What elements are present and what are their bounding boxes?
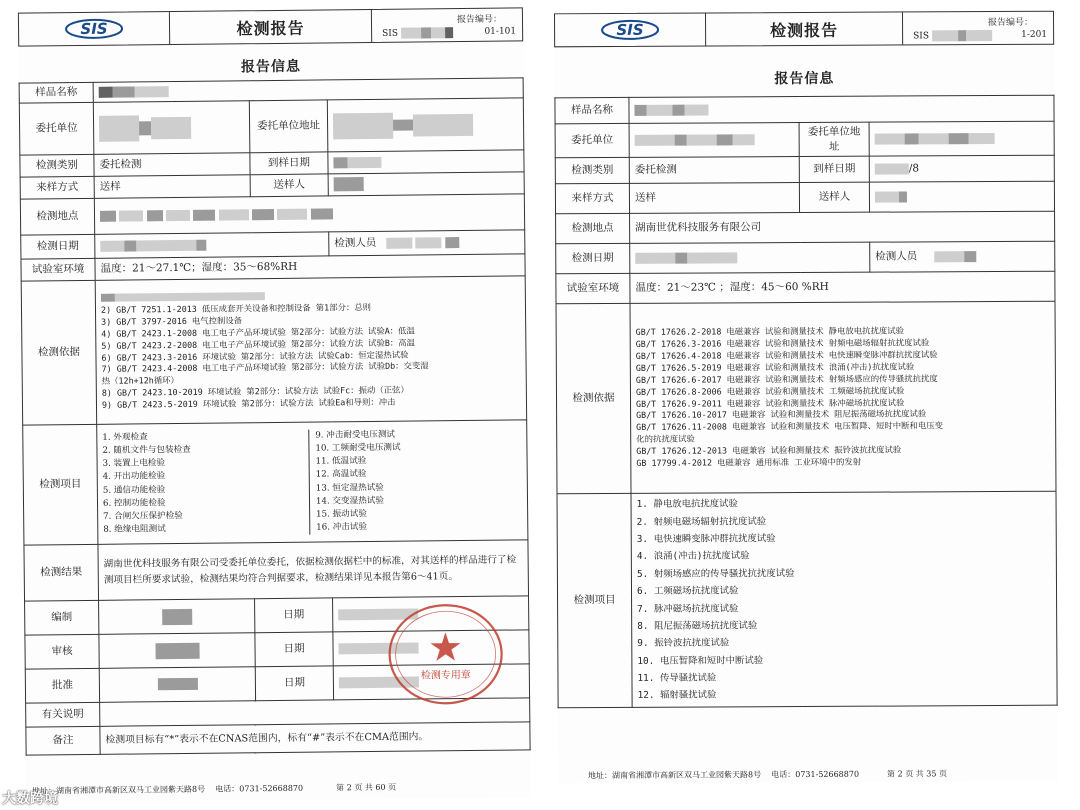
watermark: 大数跨境 — [2, 791, 58, 807]
report-number-label: 报告编号： — [988, 17, 1034, 29]
footer-phone: 电话：0731-52668870 — [771, 769, 860, 780]
label-sample-name: 样品名称 — [19, 82, 93, 103]
section-title: 报告信息 — [240, 58, 302, 76]
label-delivered-by: 送样人 — [250, 174, 328, 197]
standard-item: GB/T 17626.12-2013 电磁兼容 试验和测量技术 振铃波抗扰度试验 — [636, 444, 902, 457]
report-number — [903, 12, 1053, 45]
notes-text: 检测项目标有“*”表示不在CNAS范围内，标有“#”表示不在CMA范围内。 — [100, 722, 530, 755]
report-header — [18, 7, 523, 46]
label-client: 委托单位 — [19, 102, 94, 155]
label-lab-env: 试验室环境 — [21, 258, 95, 281]
logo-text: SIS — [80, 19, 108, 39]
item: 9. 冲击耐受电压测试 — [315, 429, 396, 441]
value-lab-env: 温度：21～27.1℃；湿度：35～68%RH — [95, 254, 525, 281]
item: 6. 工频磁场抗扰度试验 — [636, 585, 739, 597]
item: 5. 通信功能检验 — [102, 484, 166, 496]
report-number-prefix: SIS — [382, 28, 399, 39]
footer-page: 第 2 页 共 35 页 — [886, 769, 948, 779]
item: 9. 振铃波抗扰度试验 — [637, 637, 730, 650]
item: 11. 传导骚扰试验 — [637, 672, 717, 684]
item: 8. 绝缘电阻测试 — [103, 523, 166, 535]
item: 2. 随机文件与包装检查 — [102, 445, 191, 457]
standard-item: GB/T 17626.6-2017 电磁兼容 试验和测量技术 射频场感应的传导骚扰抗扰度 — [635, 372, 938, 385]
standard-item: 4) GB/T 2423.1-2008 电工电子产品环境试验 第2部分：试验方法 试验A：低温 — [101, 325, 415, 339]
item: 3. 装置上电检验 — [102, 458, 166, 470]
label-conclusion: 检测结果 — [24, 544, 99, 601]
label-date: 日期 — [255, 598, 333, 633]
label-test-date: 检测日期 — [556, 243, 630, 273]
label-basis: 检测依据 — [21, 280, 97, 425]
report-header — [554, 11, 1054, 48]
report-number-suffix: 01-101 — [484, 26, 517, 37]
label-date: 日期 — [255, 632, 333, 667]
logo-text: SIS — [616, 20, 644, 39]
standards-list — [630, 301, 1056, 493]
value-test-type: 委托检测 — [94, 153, 250, 177]
standard-item: GB/T 17626.10-2017 电磁兼容 试验和测量技术 阻尼振荡磁场抗扰度试验 — [636, 408, 927, 421]
label-prepared: 编制 — [25, 600, 99, 635]
report-number-prefix: SIS — [913, 31, 930, 42]
sis-logo — [555, 14, 706, 47]
label-delivery-method: 来样方式 — [20, 176, 94, 199]
report-number-label: 报告编号： — [456, 14, 503, 26]
label-client-address: 委托单位地址 — [799, 122, 869, 156]
section-title: 报告信息 — [774, 70, 835, 88]
item: 10. 电压暂降和短时中断试验 — [637, 654, 764, 667]
standard-item: GB/T 17626.11-2008 电磁兼容 试验和测量技术 电压暂降、短时中断和电压变 — [636, 420, 944, 433]
standard-item: 化的抗扰度试验 — [636, 433, 695, 445]
value-delivery-method: 送样 — [94, 175, 250, 199]
footer-address: 地址：湖南省湘潭市高新区双马工业园紫天路8号 — [587, 770, 762, 781]
standard-item: 6) GB/T 2423.3-2016 环境试验 第2部分：试验方法 试验Cab：恒定湿热试验 — [101, 349, 409, 363]
standard-item: GB 17799.4-2012 电磁兼容 通用标准 工业环境中的发射 — [636, 456, 862, 468]
item: 6. 控制功能检验 — [102, 497, 166, 509]
item: 11. 低温试验 — [315, 456, 367, 467]
item: 4. 开出功能检验 — [102, 471, 166, 483]
report-info-table — [554, 95, 1057, 709]
item: 12. 辐射骚扰试验 — [637, 689, 717, 702]
report-title: 检测报告 — [706, 12, 903, 45]
label-date: 日期 — [255, 666, 333, 701]
seal-text: 检测专用章 — [420, 669, 471, 682]
report-number-suffix: 1-201 — [1021, 29, 1048, 40]
item: 7. 合闸欠压保护检验 — [103, 510, 183, 522]
label-reviewed: 审核 — [25, 634, 99, 669]
label-test-type: 检测类别 — [555, 157, 629, 183]
label-test-date: 检测日期 — [21, 234, 95, 259]
value-test-location: 湖南世优科技服务有限公司 — [630, 211, 1055, 243]
report-number — [372, 8, 522, 42]
item: 2. 射频电磁场辐射抗扰度试验 — [636, 515, 767, 528]
standard-item: GB/T 17626.3-2016 电磁兼容 试验和测量技术 射频电磁场辐射抗扰度试验 — [635, 337, 930, 349]
label-items: 检测项目 — [23, 424, 98, 545]
standards-list — [95, 276, 526, 424]
footer-phone: 电话：0731-52668870 — [215, 783, 304, 794]
item: 8. 阻尼振荡磁场抗扰度试验 — [637, 620, 758, 632]
label-arrival-date: 到样日期 — [799, 156, 869, 182]
label-sample-name: 样品名称 — [555, 97, 629, 123]
standard-item: GB/T 17626.5-2019 电磁兼容 试验和测量技术 浪涌(冲击)抗扰度试验 — [635, 361, 915, 373]
standard-item: GB/T 17626.9-2011 电磁兼容 试验和测量技术 脉冲磁场抗扰度试验 — [636, 396, 905, 409]
report-page-left — [18, 7, 531, 802]
report-title: 检测报告 — [170, 10, 372, 44]
item: 7. 脉冲磁场抗扰度试验 — [637, 602, 739, 615]
standard-item: GB/T 17626.8-2006 电磁兼容 试验和测量技术 工频磁场抗扰度试验 — [635, 385, 905, 397]
conclusion-text: 湖南世优科技服务有限公司受委托单位委托，依据检测依据栏中的标准，对其送样的样品进行了检测项目栏所要求试验，检测结果均符合判据要求，检测结果详见本报告第6～41页。 — [98, 540, 529, 600]
item: 3. 电快速瞬变脉冲群抗扰度试验 — [636, 533, 776, 545]
item: 5. 射频场感应的传导骚扰抗扰度试验 — [636, 567, 795, 580]
label-lab-env: 试验室环境 — [556, 273, 630, 303]
standard-item: 热（12h+12h循环） — [101, 375, 179, 387]
label-basis: 检测依据 — [556, 303, 631, 493]
label-notes: 备注 — [26, 726, 100, 755]
value-test-type: 委托检测 — [629, 157, 799, 184]
label-delivered-by: 送样人 — [799, 182, 869, 212]
inspection-seal — [386, 602, 505, 711]
standard-item: 5) GB/T 2423.2-2008 电工电子产品环境试验 第2部分：试验方法 试验B：高温 — [101, 337, 416, 351]
standard-item: 2) GB/T 7251.1-2013 低压成套开关设备和控制设备 第1部分：总则 — [100, 301, 372, 315]
item: 16. 冲击试验 — [316, 521, 368, 533]
standard-item: 7) GB/T 2423.4-2008 电工电子产品环境试验 第2部分：试验方法 试验Db：交变湿 — [101, 360, 429, 375]
items-list — [102, 428, 522, 537]
item: 12. 高温试验 — [315, 469, 367, 481]
report-page-right — [554, 11, 1058, 784]
value-delivery-method: 送样 — [629, 183, 799, 214]
sis-logo — [19, 12, 170, 46]
footer-address: 地址：湖南省湘潭市高新区双马工业园紫天路8号 — [31, 784, 206, 796]
label-delivery-method: 来样方式 — [555, 183, 629, 213]
standard-item: GB/T 17626.2-2018 电磁兼容 试验和测量技术 静电放电抗扰度试验 — [635, 325, 905, 337]
items-list — [631, 491, 1057, 707]
item: 4. 浪涌(冲击)抗扰度试验 — [636, 550, 750, 563]
label-inspector: 检测人员 — [334, 237, 377, 250]
item: 15. 振动试验 — [316, 508, 367, 520]
item: 10. 工频耐受电压测试 — [315, 442, 401, 454]
label-test-location: 检测地点 — [556, 213, 630, 243]
label-remarks: 有关说明 — [26, 702, 100, 727]
label-client-address: 委托单位地址 — [249, 100, 328, 153]
standard-item: GB/T 17626.4-2018 电磁兼容 试验和测量技术 电快速瞬变脉冲群抗扰度试验 — [635, 349, 938, 361]
label-test-type: 检测类别 — [20, 154, 94, 177]
standard-item: 3) GB/T 3797-2016 电气控制设备 — [101, 315, 243, 327]
item: 14. 交变湿热试验 — [315, 495, 385, 507]
label-client: 委托单位 — [555, 123, 629, 157]
label-test-location: 检测地点 — [20, 198, 94, 235]
value-arrival-date-suffix: /8 — [908, 162, 920, 175]
standard-item: 9) GB/T 2423.5-2019 环境试验 第2部分：试验方法 试验Ea和导则：冲击 — [101, 396, 396, 410]
label-arrival-date: 到样日期 — [250, 152, 328, 175]
item: 1. 静电放电抗扰度试验 — [636, 498, 738, 511]
label-approved: 批准 — [25, 668, 99, 703]
footer-page: 第 2 页 共 60 页 — [336, 782, 397, 793]
item: 1. 外观检查 — [102, 432, 148, 444]
standard-item: 8) GB/T 2423.10-2019 环境试验 第2部分：试验方法 试验Fc：振动（正弦） — [101, 384, 409, 399]
label-inspector: 检测人员 — [875, 250, 918, 264]
item: 13. 恒定湿热试验 — [315, 482, 384, 494]
value-lab-env: 温度：21～23℃ ；湿度：45～60 %RH — [630, 271, 1055, 303]
label-items: 检测项目 — [557, 493, 632, 707]
